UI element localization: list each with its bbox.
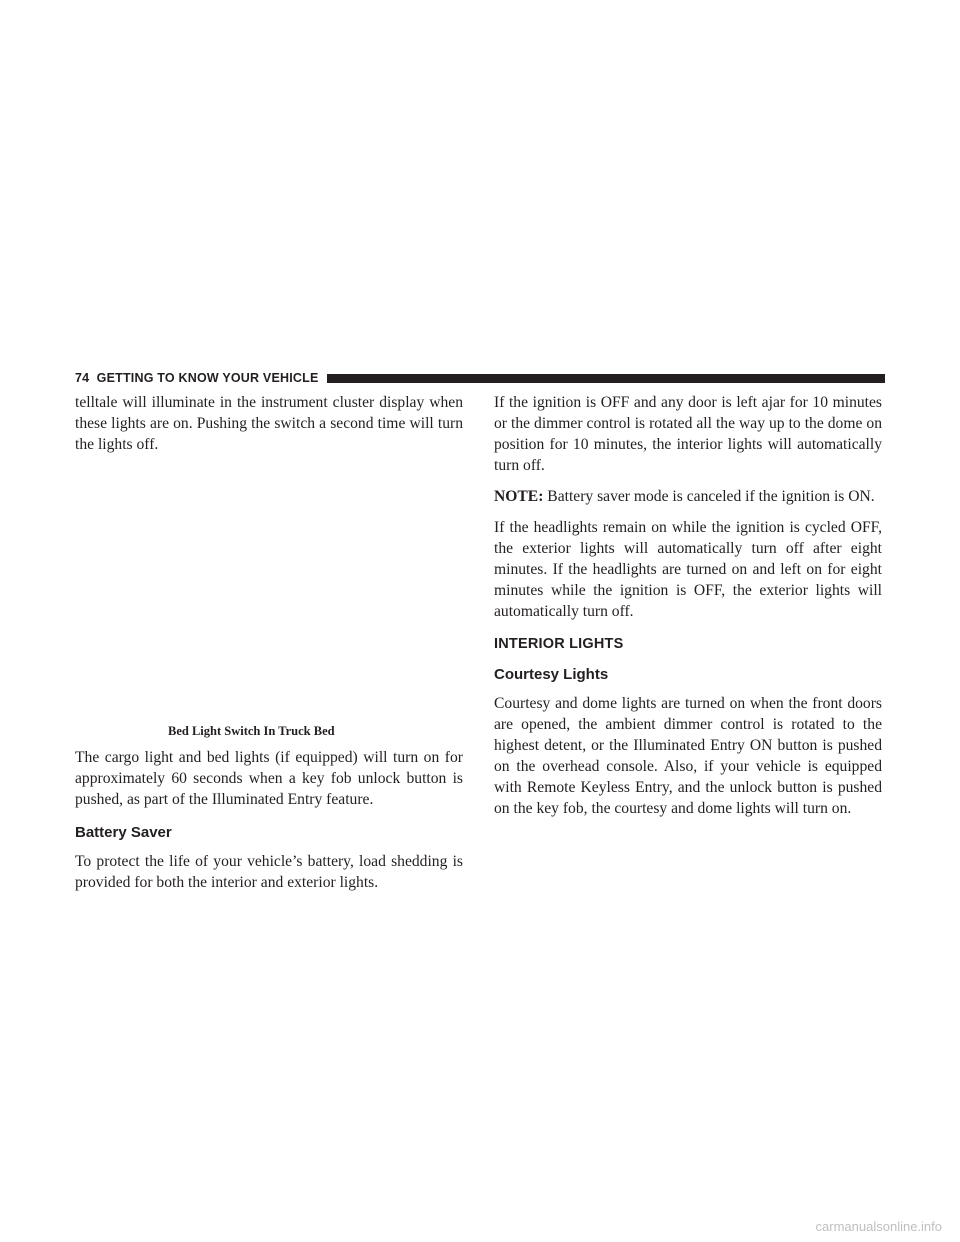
subheading-battery-saver: Battery Saver	[75, 824, 172, 841]
page-number: 74	[75, 371, 90, 385]
figure-caption: Bed Light Switch In Truck Bed	[168, 724, 335, 738]
body-paragraph: If the headlights remain on while the ignition is cycled OFF, the exterior lights will automatically turn off after eight minutes. If the headlights are turned on and left on for eight minutes while the ignition is OFF, the exterior lights will automatically turn off.	[494, 519, 882, 620]
body-paragraph: If the ignition is OFF and any door is left ajar for 10 minutes or the dimmer control is rotated all the way up to the dome on position for 10 minutes, the interior lights will automatically turn off.	[494, 394, 882, 474]
figure-placeholder	[75, 465, 463, 723]
header-rule	[327, 374, 886, 383]
body-paragraph: telltale will illuminate in the instrument cluster display when these lights are on. Pushing the switch a second time will turn the lights off.	[75, 394, 463, 453]
right-column	[494, 392, 882, 829]
body-paragraph: Courtesy and dome lights are turned on when the front doors are opened, the ambient dimmer control is rotated to the highest detent, or the Illuminated Entry ON button is pushed on the overhead console. Also, if your vehicle is equipped with Remote Keyless Entry, and the unlock button is pushed on the key fob, the courtesy and dome lights will turn on.	[494, 695, 882, 817]
body-paragraph: The cargo light and bed lights (if equipped) will turn on for approximately 60 seconds when a key fob unlock button is pushed, as part of the Illuminated Entry feature.	[75, 749, 463, 808]
page-header-text	[75, 371, 319, 385]
note-label: NOTE:	[494, 488, 544, 505]
left-column	[75, 392, 463, 903]
section-title: GETTING TO KNOW YOUR VEHICLE	[96, 371, 319, 385]
heading-interior-lights: INTERIOR LIGHTS	[494, 636, 624, 652]
note-text: Battery saver mode is canceled if the ignition is ON.	[543, 488, 875, 505]
body-paragraph: To protect the life of your vehicle’s battery, load shedding is provided for both the interior and exterior lights.	[75, 853, 463, 891]
subheading-courtesy-lights: Courtesy Lights	[494, 666, 609, 683]
watermark: carmanualsonline.info	[815, 1219, 942, 1234]
page-header	[75, 370, 885, 386]
note-paragraph	[494, 486, 882, 507]
